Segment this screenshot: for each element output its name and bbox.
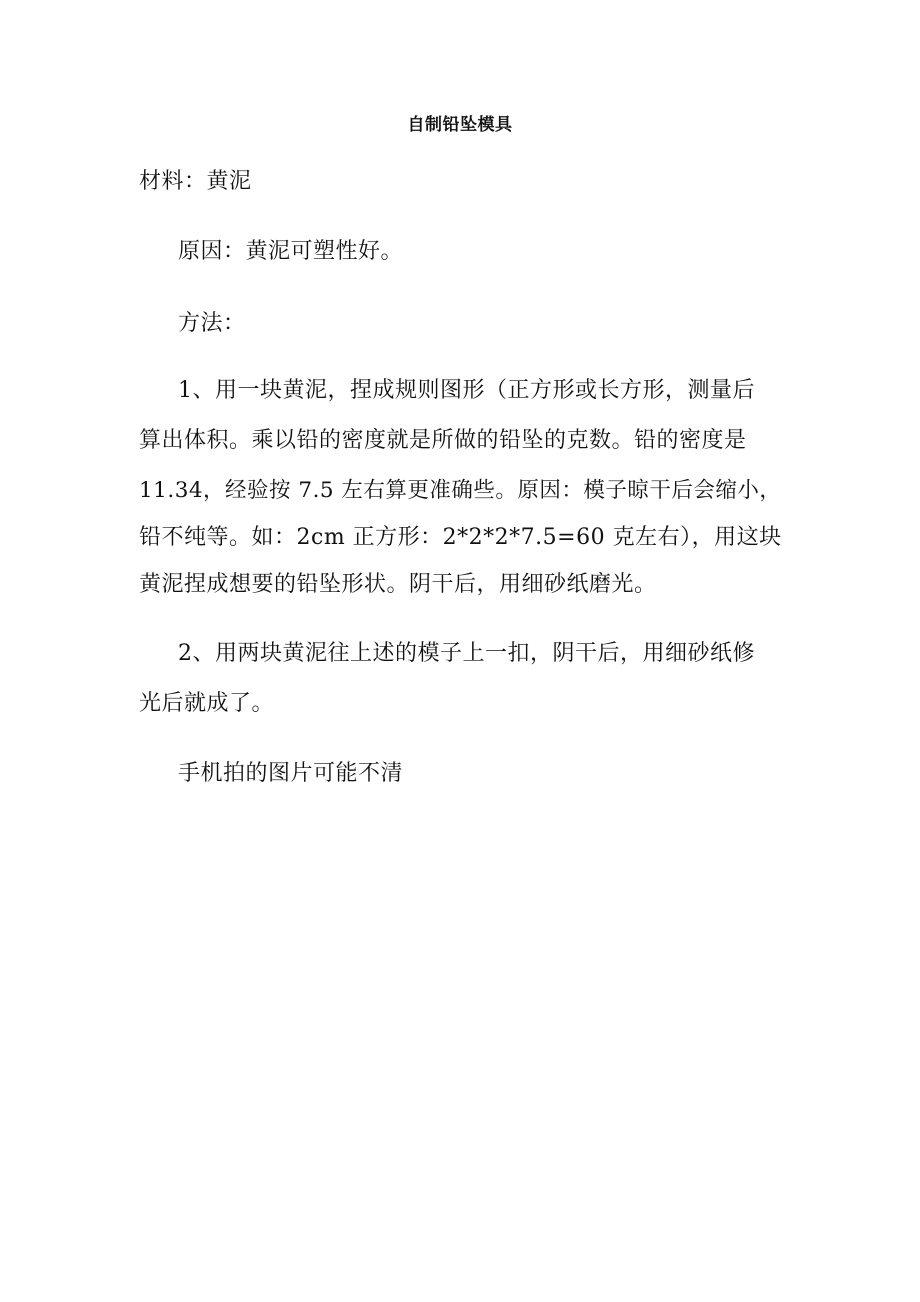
step1-line: 黄泥捏成想要的铅坠形状。阴干后，用细砂纸磨光。 (139, 572, 657, 597)
step1-line: 铅不纯等。如：2cm 正方形：2*2*2*7.5=60 克左右），用这块 (139, 525, 782, 550)
step2-line: 2、用两块黄泥往上述的模子上一扣，阴干后，用细砂纸修 (178, 641, 755, 666)
step2-line: 光后就成了。 (139, 691, 275, 716)
note-line: 手机拍的图片可能不清 (178, 761, 404, 786)
step1-line: 1、用一块黄泥，捏成规则图形（正方形或长方形，测量后 (178, 378, 755, 403)
step1-line: 11.34，经验按 7.5 左右算更准确些。原因：模子晾干后会缩小， (139, 478, 782, 503)
reason-line: 原因：黄泥可塑性好。 (178, 239, 404, 264)
step1-line: 算出体积。乘以铅的密度就是所做的铅坠的克数。铅的密度是 (139, 428, 747, 453)
material-line: 材料：黄泥 (139, 169, 252, 194)
method-label: 方法： (178, 311, 246, 336)
document-title: 自制铅坠模具 (407, 115, 513, 135)
